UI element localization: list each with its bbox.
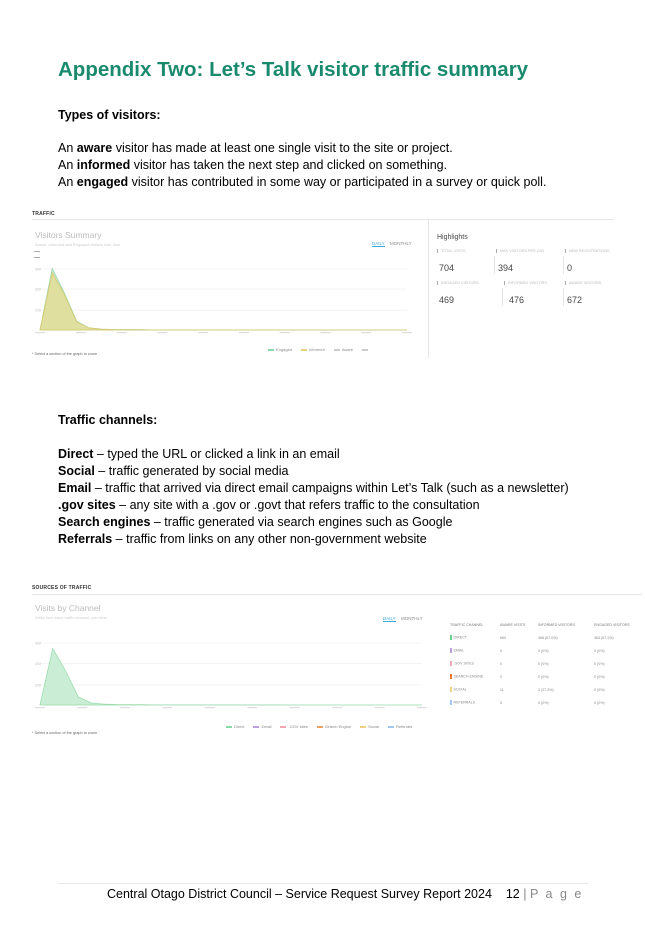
- col-header: TRAFFIC CHANNEL: [450, 622, 484, 627]
- x-tick-mark: [205, 707, 215, 708]
- legend-item-social[interactable]: Social: [360, 724, 379, 729]
- footer-text: Central Otago District Council – Service Request Survey Report 2024: [107, 887, 492, 901]
- traffic-channels-heading: Traffic channels:: [58, 413, 158, 427]
- page-footer: [107, 887, 583, 901]
- legend-item-direct[interactable]: Direct: [226, 724, 244, 729]
- channel-line: Email – traffic that arrived via direct email campaigns within Let’s Talk (such as a newsletter): [58, 481, 569, 495]
- y-tick-label: 400: [35, 641, 41, 646]
- y-tick-label: 200: [35, 683, 41, 688]
- table-header-row: [450, 618, 642, 631]
- table-row: SOCIAL 11 3 (27.3%) 0 (0%): [450, 683, 642, 696]
- legend-item-email[interactable]: Email: [253, 724, 271, 729]
- traffic-channels-list: [58, 446, 569, 548]
- x-tick-mark: [320, 332, 330, 333]
- chart-legend: [226, 724, 412, 729]
- panel-divider: [32, 219, 614, 220]
- x-tick-mark: [35, 332, 45, 333]
- legend-item-gov-sites[interactable]: .GOV sites: [280, 724, 307, 729]
- tab-daily[interactable]: DAILY: [383, 616, 396, 621]
- table-row: REFERRALS 0 0 (0%) 0 (0%): [450, 696, 642, 709]
- x-tick-mark: [198, 332, 208, 333]
- y-tick-label: 200: [35, 287, 41, 292]
- visitors-summary-chart[interactable]: [32, 256, 417, 346]
- channel-line: Referrals – traffic from links on any other non-government website: [58, 532, 427, 546]
- chart-title: Visits by Channel: [35, 603, 101, 613]
- chart-subtitle: Aware, Informed and Engaged visitors over time: [35, 242, 121, 247]
- y-tick-label: 300: [35, 661, 41, 666]
- y-tick-label: 100: [35, 308, 41, 313]
- zoom-note: * Select a section of the graph to zoom: [32, 352, 98, 356]
- legend-item-search-engine[interactable]: Search Engine: [317, 724, 351, 729]
- traffic-panel: TRAFFIC Visitors Summary Aware, Informed and Engaged visitors over time DAILY MONTHLY 400 200 100 Engaged Informed Aware * Select a section of the graph to zoom Highlights TOTAL VISITS 704 MAX VISITORS PER DAY 394 NEW REGISTRATIONS 0 ENGAGED VISITORS 469 INFORMED VISITORS 476 AWARE VISITORS 672: [32, 208, 614, 368]
- legend-item-engaged[interactable]: Engaged: [268, 347, 292, 352]
- x-tick-mark: [247, 707, 257, 708]
- channel-line: .gov sites – any site with a .gov or .govt that refers traffic to the consultation: [58, 498, 480, 512]
- legend-item-aware[interactable]: Aware: [334, 347, 353, 352]
- highlights-title: Highlights: [437, 234, 468, 241]
- x-tick-mark: [239, 332, 249, 333]
- legend-item-informed[interactable]: Informed: [301, 347, 325, 352]
- series-area-direct: [40, 648, 422, 705]
- table-row: EMAIL 0 0 (0%) 0 (0%): [450, 644, 642, 657]
- page-title: Appendix Two: Let’s Talk visitor traffic summary: [58, 58, 529, 81]
- x-tick-mark: [332, 707, 342, 708]
- visitor-types-heading: Types of visitors:: [58, 108, 161, 122]
- page-word: P a g e: [529, 887, 584, 901]
- col-header: INFORMED VISITORS: [538, 622, 575, 627]
- visitor-types-list: [58, 140, 546, 191]
- col-header: AWARE VISITS: [500, 622, 526, 627]
- x-tick-mark: [417, 707, 427, 708]
- visits-by-channel-chart[interactable]: [32, 630, 432, 715]
- x-tick-mark: [157, 332, 167, 333]
- visitor-type-line: An aware visitor has made at least one single visit to the site or project.: [58, 141, 453, 155]
- zoom-note: * Select a section of the graph to zoom: [32, 731, 98, 735]
- traffic-section-label: TRAFFIC: [32, 211, 55, 217]
- y-tick-label: 400: [35, 267, 41, 272]
- traffic-channel-table: [450, 618, 642, 709]
- tab-monthly[interactable]: MONTHLY: [401, 616, 423, 621]
- x-tick-mark: [120, 707, 130, 708]
- x-tick-mark: [162, 707, 172, 708]
- chart-title: Visitors Summary: [35, 230, 102, 240]
- page-number: 12: [505, 887, 520, 901]
- channel-line: Search engines – traffic generated via search engines such as Google: [58, 515, 453, 529]
- sources-section-label: SOURCES OF TRAFFIC: [32, 585, 92, 591]
- x-tick-mark: [35, 707, 45, 708]
- footer-divider: [58, 883, 588, 884]
- highlights-divider: [428, 218, 429, 358]
- table-row: DIRECT 660 468 (67.0%) 463 (67.1%): [450, 631, 642, 644]
- visitor-type-line: An engaged visitor has contributed in some way or participated in a survey or quick poll.: [58, 175, 547, 189]
- x-tick-mark: [117, 332, 127, 333]
- table-row: SEARCH ENGINE 0 0 (0%) 0 (0%): [450, 670, 642, 683]
- chart-legend: [268, 347, 370, 352]
- x-tick-mark: [280, 332, 290, 333]
- x-tick-mark: [76, 332, 86, 333]
- x-tick-mark: [361, 332, 371, 333]
- chart-subtitle: Visits from each traffic channel over time: [35, 615, 107, 620]
- panel-divider: [32, 594, 642, 595]
- tab-monthly[interactable]: MONTHLY: [390, 241, 412, 246]
- visitor-type-line: An informed visitor has taken the next step and clicked on something.: [58, 158, 448, 172]
- series-area-informed: [40, 273, 407, 330]
- table-row: .GOV SITES 0 0 (0%) 0 (0%): [450, 657, 642, 670]
- x-tick-mark: [402, 332, 412, 333]
- channel-line: Direct – typed the URL or clicked a link in an email: [58, 447, 340, 461]
- legend-item-referrals[interactable]: Referrals: [388, 724, 412, 729]
- channel-line: Social – traffic generated by social media: [58, 464, 289, 478]
- tab-daily[interactable]: DAILY: [372, 241, 385, 246]
- sources-panel: [32, 582, 642, 740]
- x-tick-mark: [290, 707, 300, 708]
- col-header: ENGAGED VISITORS: [594, 622, 630, 627]
- series-area-engaged: [40, 268, 407, 330]
- x-tick-mark: [77, 707, 87, 708]
- footer-separator: |: [523, 887, 527, 901]
- legend-item-extra[interactable]: [362, 347, 370, 352]
- x-tick-mark: [375, 707, 385, 708]
